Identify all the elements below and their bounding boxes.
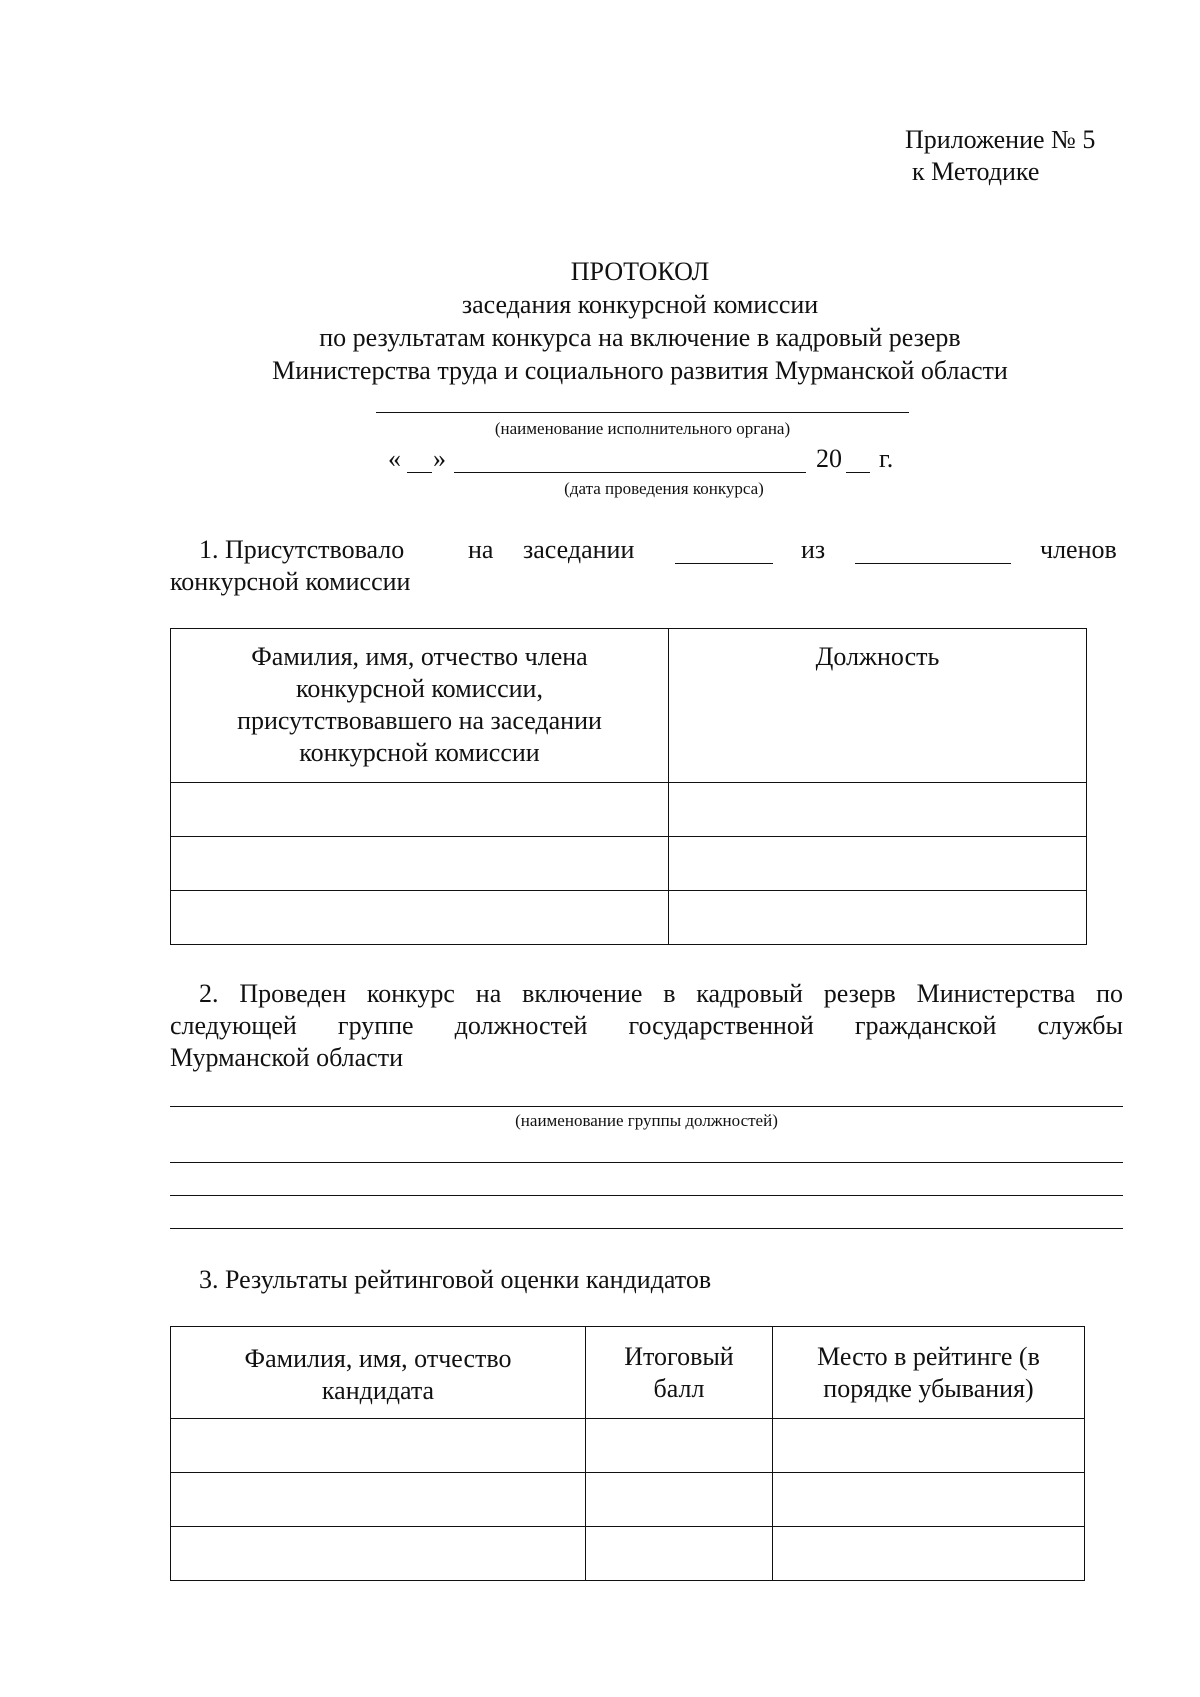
member-position-cell[interactable]: [669, 837, 1087, 891]
table-header-row: [171, 629, 1087, 783]
member-position-cell[interactable]: [669, 891, 1087, 945]
column-header-total-score: Итоговый балл: [586, 1327, 773, 1419]
table-row: [171, 783, 1087, 837]
section1-word-3: заседании: [523, 535, 635, 564]
column-header-candidate-name: Фамилия, имя, отчество кандидата: [171, 1327, 586, 1419]
table-header-row: [171, 1327, 1085, 1419]
column-header-position: Должность: [669, 629, 1087, 783]
title-line-2: по результатам конкурса на включение в кадровый резерв: [319, 323, 961, 352]
member-position-cell[interactable]: [669, 783, 1087, 837]
section1-word-4: из: [801, 535, 826, 564]
title-line-3: Министерства труда и социального развития Мурманской области: [272, 356, 1008, 385]
position-group-blank-line-3[interactable]: [170, 1195, 1123, 1196]
rating-place-cell[interactable]: [773, 1419, 1085, 1473]
present-count-blank[interactable]: [675, 563, 773, 564]
date-year-suffix: г.: [879, 444, 894, 473]
organ-name-caption: (наименование исполнительного органа): [494, 419, 791, 438]
date-month-blank[interactable]: [454, 472, 806, 473]
position-group-blank-line-4[interactable]: [170, 1228, 1123, 1229]
position-group-caption: (наименование группы должностей): [515, 1111, 778, 1130]
document-title: ПРОТОКОЛ: [570, 257, 710, 286]
total-members-blank[interactable]: [855, 563, 1011, 564]
date-year-blank[interactable]: [846, 472, 870, 473]
section3-heading: 3. Результаты рейтинговой оценки кандидатов: [199, 1265, 712, 1294]
position-group-blank-line-2[interactable]: [170, 1162, 1123, 1163]
date-caption: (дата проведения конкурса): [564, 479, 764, 498]
date-year-prefix: 20: [816, 444, 842, 473]
annex-number: Приложение № 5: [905, 125, 1096, 154]
candidate-name-cell[interactable]: [171, 1527, 586, 1581]
date-open-quote: «: [388, 444, 401, 473]
commission-members-table: [170, 628, 1087, 945]
table-row: [171, 1527, 1085, 1581]
section2-line-3: Мурманской области: [170, 1043, 403, 1072]
column-header-rating-place: Место в рейтинге (в порядке убывания): [773, 1327, 1085, 1419]
table-row: [171, 837, 1087, 891]
section2-line-1: 2. Проведен конкурс на включение в кадровый резерв Министерства по: [199, 979, 1123, 1008]
position-group-blank[interactable]: [170, 1106, 1123, 1107]
rating-place-cell[interactable]: [773, 1473, 1085, 1527]
member-name-cell[interactable]: [171, 783, 669, 837]
total-score-cell[interactable]: [586, 1419, 773, 1473]
candidate-name-cell[interactable]: [171, 1419, 586, 1473]
section1-word-1: 1. Присутствовало: [199, 535, 405, 564]
candidate-name-cell[interactable]: [171, 1473, 586, 1527]
organ-name-blank[interactable]: [376, 412, 909, 413]
section1-line-2: конкурсной комиссии: [170, 567, 411, 596]
rating-place-cell[interactable]: [773, 1527, 1085, 1581]
total-score-cell[interactable]: [586, 1473, 773, 1527]
date-close-quote: »: [433, 444, 446, 473]
member-name-cell[interactable]: [171, 891, 669, 945]
total-score-cell[interactable]: [586, 1527, 773, 1581]
table-row: [171, 891, 1087, 945]
candidate-rating-table: [170, 1326, 1085, 1581]
member-name-cell[interactable]: [171, 837, 669, 891]
section1-word-5: членов: [1040, 535, 1117, 564]
table-row: [171, 1419, 1085, 1473]
section2-line-2: следующей группе должностей государственной гражданской службы: [170, 1011, 1123, 1040]
date-day-blank[interactable]: [407, 472, 432, 473]
annex-reference: к Методике: [912, 157, 1040, 186]
table-row: [171, 1473, 1085, 1527]
title-line-1: заседания конкурсной комиссии: [461, 290, 819, 319]
column-header-member-name: Фамилия, имя, отчество члена конкурсной комиссии, присутствовавшего на заседании конкурсной комиссии: [171, 629, 669, 783]
section1-word-2: на: [468, 535, 494, 564]
